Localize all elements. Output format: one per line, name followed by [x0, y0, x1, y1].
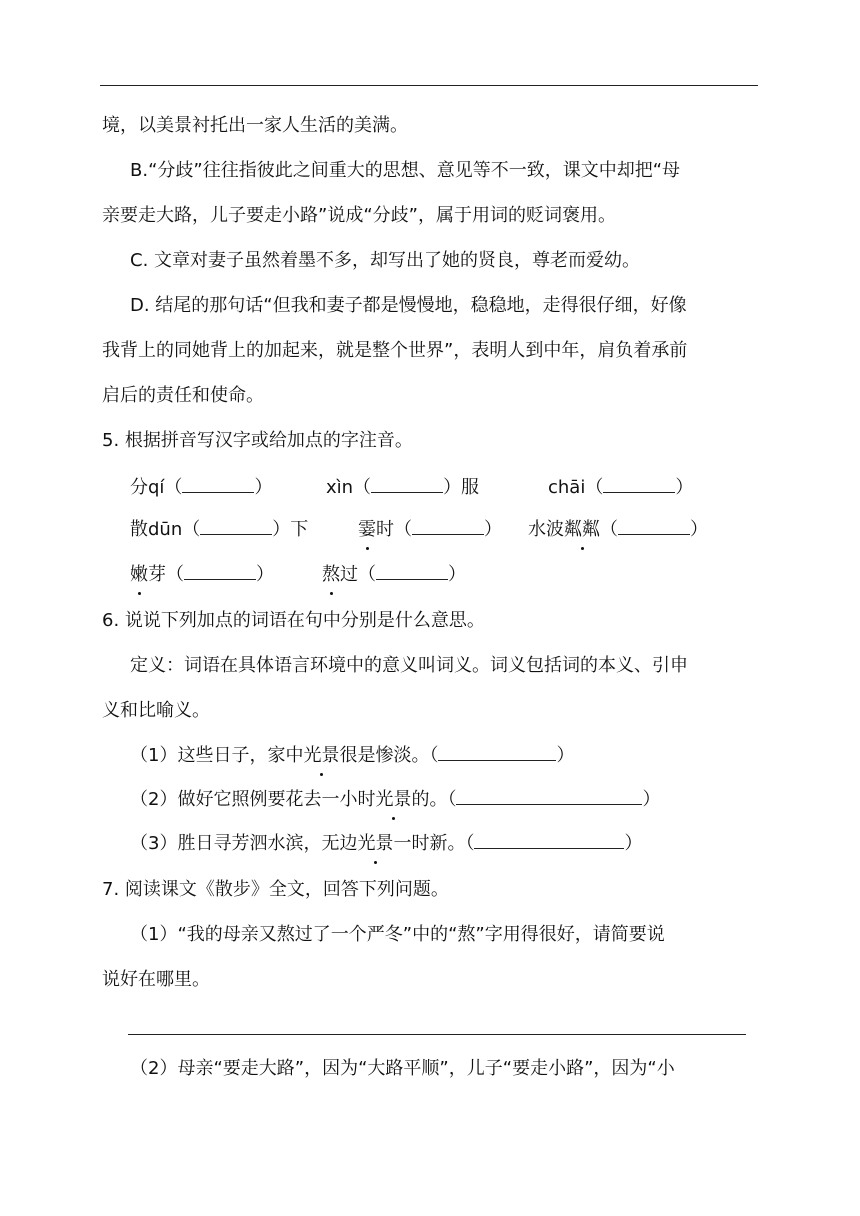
q5-item-linlin: 水波粼粼（ ） — [528, 514, 708, 542]
answer-blank[interactable] — [618, 514, 690, 535]
answer-blank[interactable] — [376, 559, 448, 580]
q7-sub1-answer-line[interactable] — [128, 1034, 746, 1035]
q4-option-b-line1: B.“分歧”往往指彼此之间重大的思想、意见等不一致，课文中却把“母 — [130, 160, 681, 181]
answer-blank[interactable] — [371, 472, 443, 493]
q7-sub2-line1: （2）母亲“要走大路”，因为“大路平顺”，儿子“要走小路”，因为“小 — [130, 1058, 675, 1079]
q4-option-d-line2: 我背上的同她背上的加起来，就是整个世界”，表明人到中年，肩负着承前 — [102, 340, 688, 361]
q4-option-a-continuation: 境，以美景衬托出一家人生活的美满。 — [102, 115, 408, 136]
q4-option-d-line3: 启后的责任和使命。 — [102, 385, 264, 406]
q6-definition-line2: 义和比喻义。 — [102, 700, 210, 721]
q5-heading: 5. 根据拼音写汉字或给加点的字注音。 — [102, 430, 413, 451]
q5-item-fenqi: 分qí（ ） — [130, 472, 272, 500]
q6-heading: 6. 说说下列加点的词语在句中分别是什么意思。 — [102, 610, 485, 631]
emphasis-dot-char: 霎 — [358, 516, 376, 544]
top-rule — [100, 85, 758, 86]
answer-blank[interactable] — [474, 828, 624, 849]
q4-option-b-line2: 亲要走大路，儿子要走小路”说成“分歧”，属于用词的贬词褒用。 — [102, 205, 616, 226]
q5-item-aoguo: 熬过（ ） — [322, 559, 466, 587]
q5-item-shashi: 霎时（ ） — [358, 514, 502, 542]
answer-blank[interactable] — [456, 784, 642, 805]
emphasis-dot-word: 光景 — [375, 786, 411, 814]
answer-blank[interactable] — [184, 559, 256, 580]
emphasis-dot-word: 光景 — [357, 830, 393, 858]
emphasis-dot-char: 熬 — [322, 561, 340, 589]
answer-blank[interactable] — [200, 514, 272, 535]
q6-definition-line1: 定义：词语在具体语言环境中的意义叫词义。词义包括词的本义、引申 — [130, 655, 688, 676]
q5-item-dunxia: 散dūn（ ）下 — [130, 514, 308, 542]
q7-sub1-line1: （1）“我的母亲又熬过了一个严冬”中的“熬”字用得很好，请简要说 — [130, 924, 665, 945]
q5-item-nenya: 嫩芽（ ） — [130, 559, 274, 587]
answer-blank[interactable] — [182, 472, 254, 493]
q5-item-chai: chāi（ ） — [548, 472, 693, 500]
q6-sentence-1: （1）这些日子，家中光景很是惨淡。（ ） — [130, 740, 574, 768]
emphasis-dot-word: 光景 — [303, 742, 339, 770]
answer-blank[interactable] — [438, 740, 556, 761]
answer-blank[interactable] — [412, 514, 484, 535]
q4-option-d-line1: D. 结尾的那句话“但我和妻子都是慢慢地，稳稳地，走得很仔细，好像 — [130, 295, 687, 316]
q5-item-xinfu: xìn（ ）服 — [326, 472, 479, 500]
q7-heading: 7. 阅读课文《散步》全文，回答下列问题。 — [102, 879, 449, 900]
q6-sentence-3: （3）胜日寻芳泗水滨，无边光景一时新。（ ） — [130, 828, 642, 856]
answer-blank[interactable] — [603, 472, 675, 493]
q7-sub1-line2: 说好在哪里。 — [102, 969, 210, 990]
q6-sentence-2: （2）做好它照例要花去一小时光景的。（ ） — [130, 784, 660, 812]
emphasis-dot-chars: 粼粼 — [564, 516, 600, 544]
q4-option-c: C. 文章对妻子虽然着墨不多，却写出了她的贤良，尊老而爱幼。 — [130, 250, 641, 271]
emphasis-dot-char: 嫩 — [130, 561, 148, 589]
